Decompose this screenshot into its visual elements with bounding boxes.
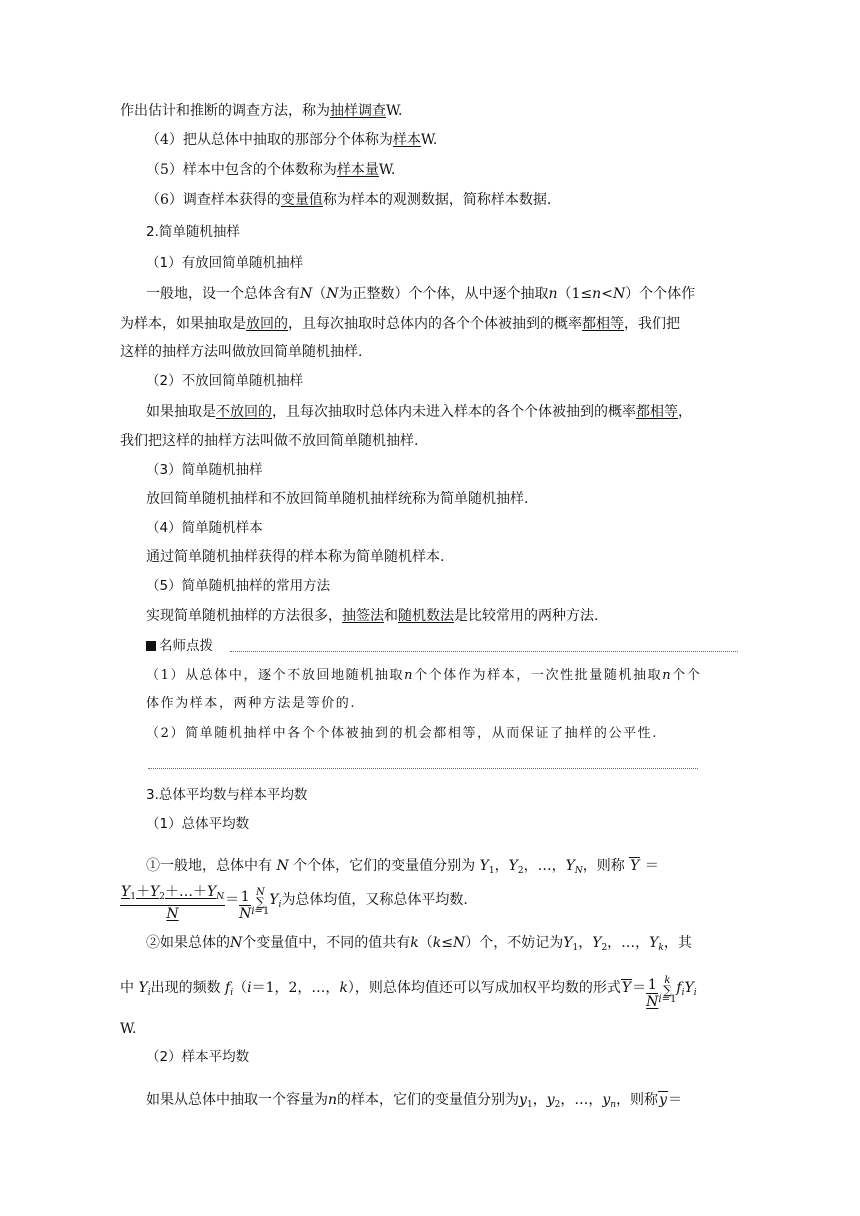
subsection-3-2-title: （2）样本平均数 [146,1049,250,1065]
para-3-1-line1: ①一般地，总体中有 N 个个体，它们的变量值分别为 $Y_1$，$Y_2$，…，$Y_N$，则称 Y ＝ [146,858,659,876]
subsection-3-1-title: （1）总体平均数 [146,816,250,832]
para-2-5: 实现简单随机抽样的方法很多，抽签法和随机数法是比较常用的两种方法. [146,608,599,624]
section-2-title: 2.简单随机抽样 [146,224,240,240]
text-line-sample: （4）把从总体中抽取的那部分个体称为样本W. [146,132,438,148]
tip-line3: （2）简单随机抽样中各个个体被抽到的机会都相等，从而保证了抽样的公平性. [146,726,659,741]
subsection-2-3-title: （3）简单随机抽样 [146,462,263,478]
para-2-1-line1: 一般地，设一个总体含有N（N为正整数）个个体，从中逐个抽取n（1≤n<N）个个体作 [146,286,696,302]
para-2-2-line2: 我们把这样的抽样方法叫做不放回简单随机抽样. [120,433,419,449]
fraction-one-over-N: $\frac{1}{N}$ [239,889,252,922]
tip-title: 名师点拨 [146,636,213,656]
subsection-2-4-title: （4）简单随机样本 [146,520,263,536]
tip-bottom-divider [148,768,698,769]
term-sample-size: 样本量 [336,162,379,178]
para-2-1-line3: 这样的抽样方法叫做放回简单随机抽样. [120,344,363,360]
para-2-4: 通过简单随机抽样获得的样本称为简单随机样本. [146,549,445,565]
section-3-title: 3.总体平均数与样本平均数 [146,787,308,803]
term-sampling-survey: 抽样调查 [330,103,386,119]
tip-line2: 体作为样本，两种方法是等价的. [146,696,357,711]
text-line-sample-size: （5）样本中包含的个体数称为样本量W. [146,162,396,178]
para-3-1-line2: $\frac{Y_1+Y_2+\dots+Y_N}{N}$ ＝ $\frac{1}{N}$ N ∑ $i=1Y_i$为总体均值，又称总体平均数. [121,884,468,922]
para-3-1-line4: 中 $Y_i$出现的频数 $f_i(i=1$，2，…，k），则总体均值还可以写成加权平均数的形式Y＝ $\frac{1}{N}$ k ∑ $i=1f_iY_i$ [120,975,697,1010]
para-2-2-line1: 如果抽取是不放回的，且每次抽取时总体内未进入样本的各个个体被抽到的概率都相等， [146,404,692,420]
overline-Y: Y [630,858,640,874]
para-3-1-line3: ②如果总体的N个变量值中，不同的值共有k（k≤N）个，不妨记为$Y_1$，$Y_2$，…，$Y_k$，其 [146,935,692,953]
subsection-2-5-title: （5）简单随机抽样的常用方法 [146,578,331,594]
tip-top-divider [230,651,738,652]
para-2-1-line2: 为样本，如果抽取是放回的，且每次抽取时总体内的各个个体被抽到的概率都相等，我们把 [120,316,680,332]
subsection-2-2-title: （2）不放回简单随机抽样 [146,373,304,389]
term-sample: 样本 [392,132,421,148]
para-2-3: 放回简单随机抽样和不放回简单随机抽样统称为简单随机抽样. [146,491,529,507]
tip-line1: （1）从总体中，逐个不放回地随机抽取n个个体作为样本，一次性批量随机抽取n个个 [146,668,702,683]
para-3-2-line1: 如果从总体中抽取一个容量为n的样本，它们的变量值分别为$y_1$，$y_2$，…，$y_n$，则称y＝ [146,1092,682,1110]
text-line-variable: （6）调查样本获得的变量值称为样本的观测数据，简称样本数据. [146,192,552,208]
text-line-survey: 作出估计和推断的调查方法，称为抽样调查W. [120,103,403,119]
para-3-1-line5: W. [120,1021,137,1037]
term-variable-value: 变量值 [280,192,323,208]
square-bullet-icon [146,641,156,651]
fraction-mean: $\frac{Y_1+Y_2+\dots+Y_N}{N}$ [121,884,225,922]
summation: N ∑ i=1 [251,887,270,917]
subsection-2-1-title: （1）有放回简单随机抽样 [146,255,304,271]
